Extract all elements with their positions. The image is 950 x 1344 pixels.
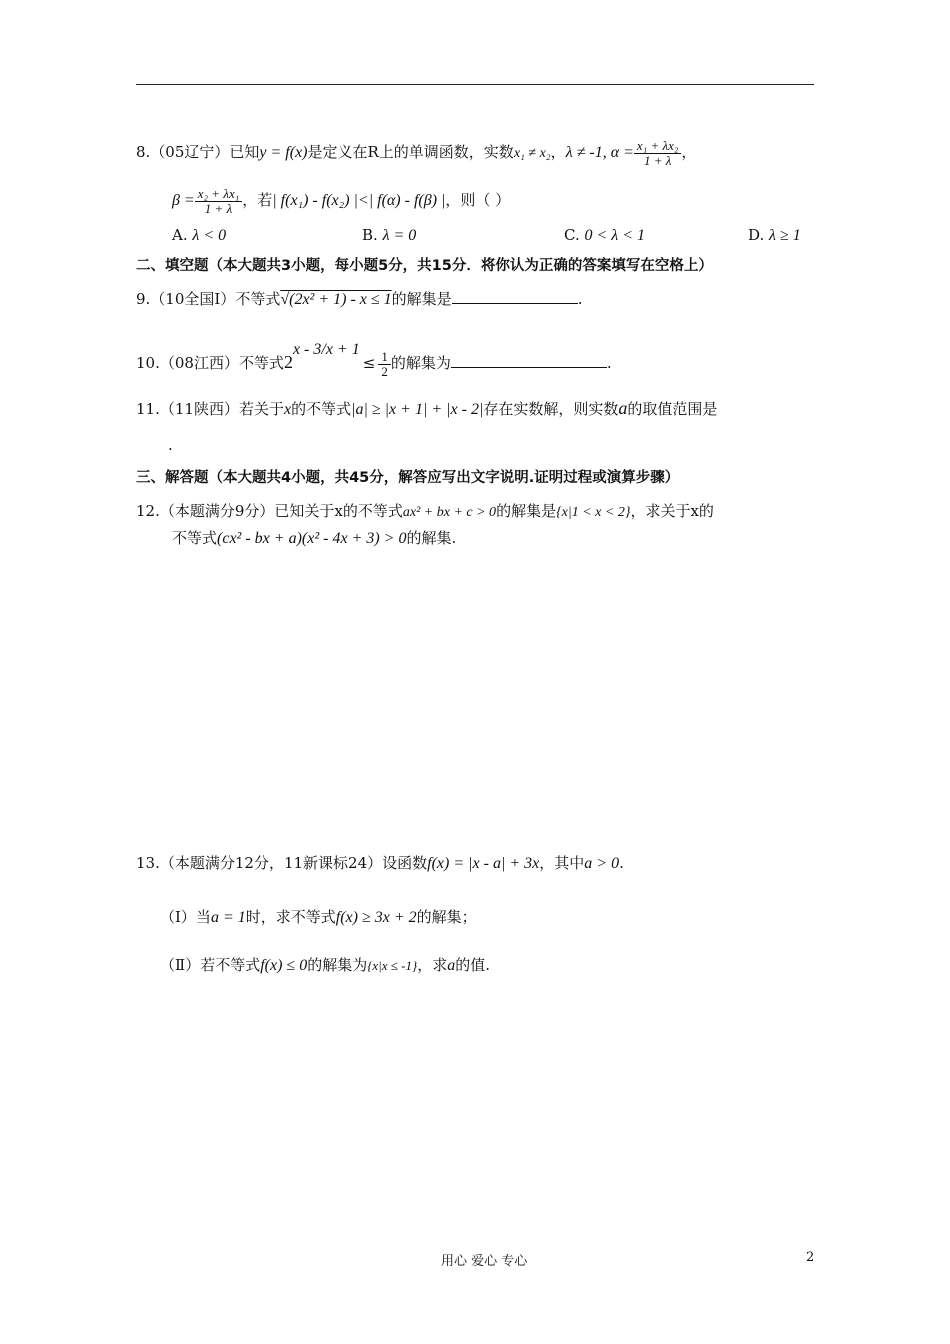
q11-trailing-period: .: [168, 436, 173, 454]
q12-prefix: 12.（本题满分9分）已知关于x的不等式: [136, 502, 403, 520]
option-label: A.: [172, 226, 188, 244]
option-label: D.: [748, 226, 765, 244]
q9-period: .: [577, 290, 583, 308]
q8-if: ，若: [242, 191, 273, 209]
q12-end: ，求关于x的: [630, 502, 714, 520]
q11-var-a: a: [618, 398, 628, 418]
option-label: B.: [362, 226, 378, 244]
q10-relation: ≤: [362, 354, 376, 372]
q8-line1: [136, 134, 696, 170]
q10-suffix: 的解集为: [390, 354, 451, 372]
q12-line2-prefix: 不等式: [172, 529, 218, 547]
q8-comma2: ，: [681, 143, 697, 161]
q13-condition: a > 0: [584, 855, 620, 872]
q13-part1-prefix: （Ⅰ）当: [160, 908, 211, 926]
q13-prefix: 13.（本题满分12分，11新课标24）设函数: [136, 854, 428, 872]
option-expr: λ ≥ 1: [769, 227, 801, 244]
option-expr: λ < 0: [192, 227, 227, 244]
q8-beta-fraction: [195, 187, 242, 216]
header-rule: [136, 84, 814, 85]
q13-part2-inequality: f(x) ≤ 0: [260, 957, 308, 974]
q8-then: ，则（ ）: [445, 191, 511, 209]
alpha-numerator: x₁ + λx₂: [634, 139, 681, 154]
q12-mid: 的解集是: [496, 502, 557, 520]
q13-part1-cond: a = 1: [210, 909, 246, 926]
q11: [136, 394, 717, 422]
q8-option-c: [564, 226, 645, 245]
beta-numerator: x₂ + λx₁: [195, 187, 242, 202]
q8-prefix: 8.（05辽宁）已知: [136, 143, 260, 161]
footer-motto: 用心 爱心 专心: [441, 1254, 528, 1269]
q9-inequality: √(2x² + 1) - x ≤ 1: [280, 291, 392, 308]
q8-line2: [172, 182, 510, 218]
q10-answer-blank[interactable]: [451, 367, 607, 368]
q11-mid: 的不等式: [291, 400, 352, 418]
q8-option-b: [362, 226, 416, 245]
q12-product-inequality: (cx² - bx + a)(x² - 4x + 3) > 0: [217, 530, 407, 547]
q10-exponent: x - 3/x + 1: [292, 341, 360, 358]
q10-period: .: [606, 354, 612, 372]
q12-quadratic: ax² + bx + c > 0: [402, 505, 497, 520]
q10-prefix: 10.（08江西）不等式: [136, 354, 284, 372]
q8-option-a: [172, 226, 226, 245]
option-expr: 0 < λ < 1: [584, 227, 646, 244]
q10: [136, 336, 612, 380]
q13-line1: [136, 848, 624, 878]
q13-part2-sep: ，求: [417, 956, 448, 974]
alpha-denominator: 1 + λ: [643, 152, 672, 168]
q8-x-ineq: x₁ ≠ x₂: [513, 146, 551, 161]
q8-comma: ，: [550, 143, 566, 161]
q9-suffix: 的解集是: [391, 290, 452, 308]
q13-part1: [160, 902, 477, 932]
q11-inequality: |a| ≥ |x + 1| + |x - 2|: [351, 401, 484, 418]
q12-line1: [136, 498, 714, 524]
q13-part1-inequality: f(x) ≥ 3x + 2: [335, 909, 417, 926]
q8-text: 是定义在R上的单调函数，实数: [307, 143, 514, 161]
q8-lambda: λ ≠ -1, α =: [565, 144, 634, 161]
q8-condition: | f(x₁) - f(x₂) |<| f(α) - f(β) |: [272, 192, 446, 209]
q13-part1-mid: 时，求不等式: [245, 908, 336, 926]
q13-part2-end: 的值.: [455, 956, 490, 974]
option-label: C.: [564, 226, 580, 244]
q13-function: f(x) = |x - a| + 3x: [427, 855, 540, 872]
q10-base: 2: [283, 352, 293, 372]
q8-alpha-fraction: [634, 139, 681, 168]
q8-option-d: [748, 226, 801, 245]
q8-beta: β =: [172, 192, 195, 209]
q10-denominator: 2: [381, 363, 388, 379]
q11-var-x: x: [283, 401, 292, 418]
section-fill-in-heading: 二、填空题（本大题共3小题，每小题5分，共15分．将你认为正确的答案填写在空格上）: [136, 258, 713, 274]
q13-period: .: [619, 854, 624, 872]
q11-end: 的取值范围是: [627, 400, 718, 418]
q13-part1-end: 的解集；: [416, 908, 477, 926]
option-expr: λ = 0: [382, 227, 417, 244]
q8-function: y = f(x): [259, 144, 308, 161]
q10-numerator: 1: [378, 350, 391, 365]
q13-part2-set: {x|x ≤ -1}: [367, 958, 418, 973]
q13-part2: [160, 950, 490, 980]
q13-mid: ，其中: [539, 854, 585, 872]
q13-part2-mid: 的解集为: [307, 956, 368, 974]
q10-fraction: [378, 350, 391, 379]
q12-line2: [172, 524, 456, 552]
beta-denominator: 1 + λ: [204, 200, 233, 216]
q13-part2-prefix: （Ⅱ）若不等式: [160, 956, 261, 974]
q9-answer-blank[interactable]: [452, 303, 578, 304]
q11-suffix: 存在实数解，则实数: [483, 400, 619, 418]
q9-prefix: 9.（10全国Ⅰ）不等式: [136, 290, 281, 308]
page-number: 2: [806, 1250, 815, 1265]
q12-line2-end: 的解集.: [406, 529, 457, 547]
q11-prefix: 11.（11陕西）若关于: [136, 400, 284, 418]
section-solutions-heading: 三、解答题（本大题共4小题，共45分，解答应写出文字说明.证明过程或演算步骤）: [136, 470, 680, 486]
q13-part2-var: a: [447, 957, 456, 974]
q9: [136, 284, 582, 314]
q12-solution-set: {x|1 < x < 2}: [556, 505, 631, 520]
